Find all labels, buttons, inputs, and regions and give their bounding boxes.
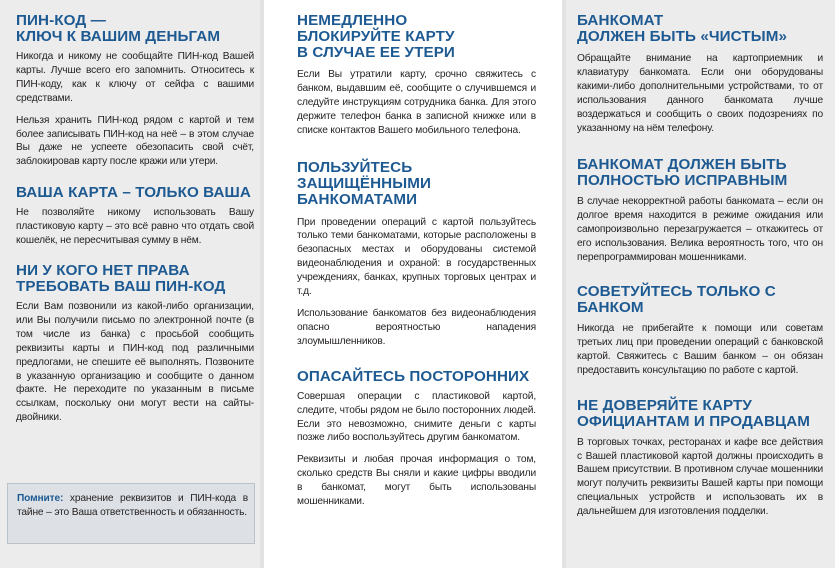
section-your-card — [16, 185, 254, 248]
paragraph: В случае некорректной работы банкомата – если он долгое время находится в режиме ожидания или самопроизвольно перезагружается – откажитесь от его использования. Велика вероятность того, что он перепрограммирован мошенниками. — [577, 196, 823, 264]
paragraph: Не позволяйте никому использовать Вашу пластиковую карту – это всё равно что отдать свой кошелёк, не пересчитывая сумму в нём. — [16, 207, 254, 247]
title-line: ТРЕБОВАТЬ ВАШ ПИН-КОД — [16, 277, 226, 295]
section-title — [16, 13, 254, 45]
section-title — [16, 263, 254, 295]
column-right — [562, 0, 835, 568]
section-clean-atm — [577, 13, 823, 135]
paragraph: Если Вам позвонили из какой-либо организации, или Вы получили письмо по электронной почте (в том числе из банка) с просьбой сообщить реквизиты карты и ПИН-код под различными предлогами, не спешите её выполнять. Позвоните в указанную организацию и сообщите о данном факте. Не переходите по указанным в письме ссылкам, поскольку они могут вести на сайты-двойники. — [16, 300, 254, 424]
column-left — [0, 0, 264, 568]
section-title — [297, 13, 536, 61]
title-line: ПИН-КОД — — [16, 12, 106, 29]
section-dont-trust — [577, 398, 823, 519]
section-working-atm — [577, 157, 823, 265]
title-line: ДОЛЖЕН БЫТЬ «ЧИСТЫМ» — [577, 28, 788, 45]
title-line: ОФИЦИАНТАМ И ПРОДАВЦАМ — [577, 412, 811, 430]
section-consult-bank — [577, 284, 823, 378]
section-pin-key — [16, 13, 254, 169]
title-line: БАНКОМАТАМИ — [297, 190, 418, 208]
title-line: ЗАЩИЩЁННЫМИ — [297, 174, 431, 192]
paragraph: Совершая операции с пластиковой картой, следите, чтобы рядом не было посторонних людей. Если это невозможно, снимите деньги с карты позже либо воспользуйтесь другим банкоматом. — [297, 390, 536, 444]
title-line: ПОЛНОСТЬЮ ИСПРАВНЫМ — [577, 172, 788, 190]
title-line: ПОЛЬЗУЙТЕСЬ — [297, 158, 413, 176]
section-title — [577, 398, 823, 430]
title-line: НИ У КОГО НЕТ ПРАВА — [16, 261, 190, 279]
remember-note — [7, 483, 255, 544]
section-title: ВАША КАРТА – ТОЛЬКО ВАША — [16, 184, 251, 202]
title-line: НЕМЕДЛЕННО — [297, 12, 408, 29]
section-title — [577, 157, 823, 189]
column-middle — [282, 0, 544, 568]
section-title: ОПАСАЙТЕСЬ ПОСТОРОННИХ — [297, 367, 530, 385]
title-line: БЛОКИРУЙТЕ КАРТУ — [297, 28, 455, 45]
paragraph: Нельзя хранить ПИН-код рядом с картой и тем более записывать ПИН-код на неё – в этом случае Вы даже не успеете обезопасить свой счёт, заблокировав карту после кражи или утери. — [16, 114, 254, 168]
section-protected-atms — [297, 160, 536, 349]
title-line: В СЛУЧАЕ ЕЕ УТЕРИ — [297, 44, 455, 61]
paragraph: Реквизиты и любая прочая информация о том, сколько средств Вы сняли и какие цифры вводили в банкомат, могут быть использованы мошенниками. — [297, 454, 536, 508]
paragraph: В торговых точках, ресторанах и кафе все действия с Вашей пластиковой картой должны происходить в Вашем присутствии. В противном случае мошенники могут получить реквизиты Вашей карты при помощи специальных устройств и использовать их в дальнейшем для изготовления подделки. — [577, 436, 823, 518]
paragraph: При проведении операций с картой пользуйтесь только теми банкоматами, которые расположены в безопасных местах и оборудованы системой видеонаблюдения и охраной: в государственных учреждениях, банках, крупных торговых центрах и т.д. — [297, 216, 536, 298]
paragraph: Если Вы утратили карту, срочно свяжитесь с банком, выдавшим её, сообщите о случившемся и следуйте инструкциям сотрудника банка. Для этого держите телефон банка в записной книжке или в списке контактов Вашего мобильного телефона. — [297, 69, 536, 136]
paragraph: Никогда не прибегайте к помощи или советам третьих лиц при проведении операций с банковской картой. Свяжитесь с Вашим банком – он обязан предоставить консультацию по работе с картой. — [577, 322, 823, 376]
paragraph: Использование банкоматов без видеонаблюдения опасно вероятностью нападения злоумышленников. — [297, 307, 536, 347]
title-line: БАНКОМАТ — [577, 12, 664, 29]
section-no-right — [16, 263, 254, 425]
section-block-card — [297, 13, 536, 138]
note-text — [17, 492, 248, 520]
paragraph: Обращайте внимание на картоприемник и клавиатуру банкомата. Если они оборудованы какими-либо дополнительными устройствами, то от использования данного банкомата лучше воздержаться и сообщить о своих подозрениях по указанному на нём телефону. — [577, 53, 823, 134]
title-line: НЕ ДОВЕРЯЙТЕ КАРТУ — [577, 396, 752, 414]
title-line: КЛЮЧ К ВАШИМ ДЕНЬГАМ — [16, 28, 221, 45]
section-title: СОВЕТУЙТЕСЬ ТОЛЬКО С БАНКОМ — [577, 282, 776, 316]
section-title — [297, 160, 536, 208]
note-lead: Помните: — [17, 493, 64, 504]
section-beware-strangers — [297, 369, 536, 509]
title-line: БАНКОМАТ ДОЛЖЕН БЫТЬ — [577, 156, 787, 174]
section-title — [577, 13, 823, 45]
paragraph: Никогда и никому не сообщайте ПИН-код Вашей карты. Лучше всего его запомнить. Относитесь к ПИН-коду, как к ключу от сейфа с вашими средствами. — [16, 51, 254, 104]
note-body: хранение реквизитов и ПИН-кода в тайне – это Ваша ответственность и обязанность. — [17, 493, 248, 518]
